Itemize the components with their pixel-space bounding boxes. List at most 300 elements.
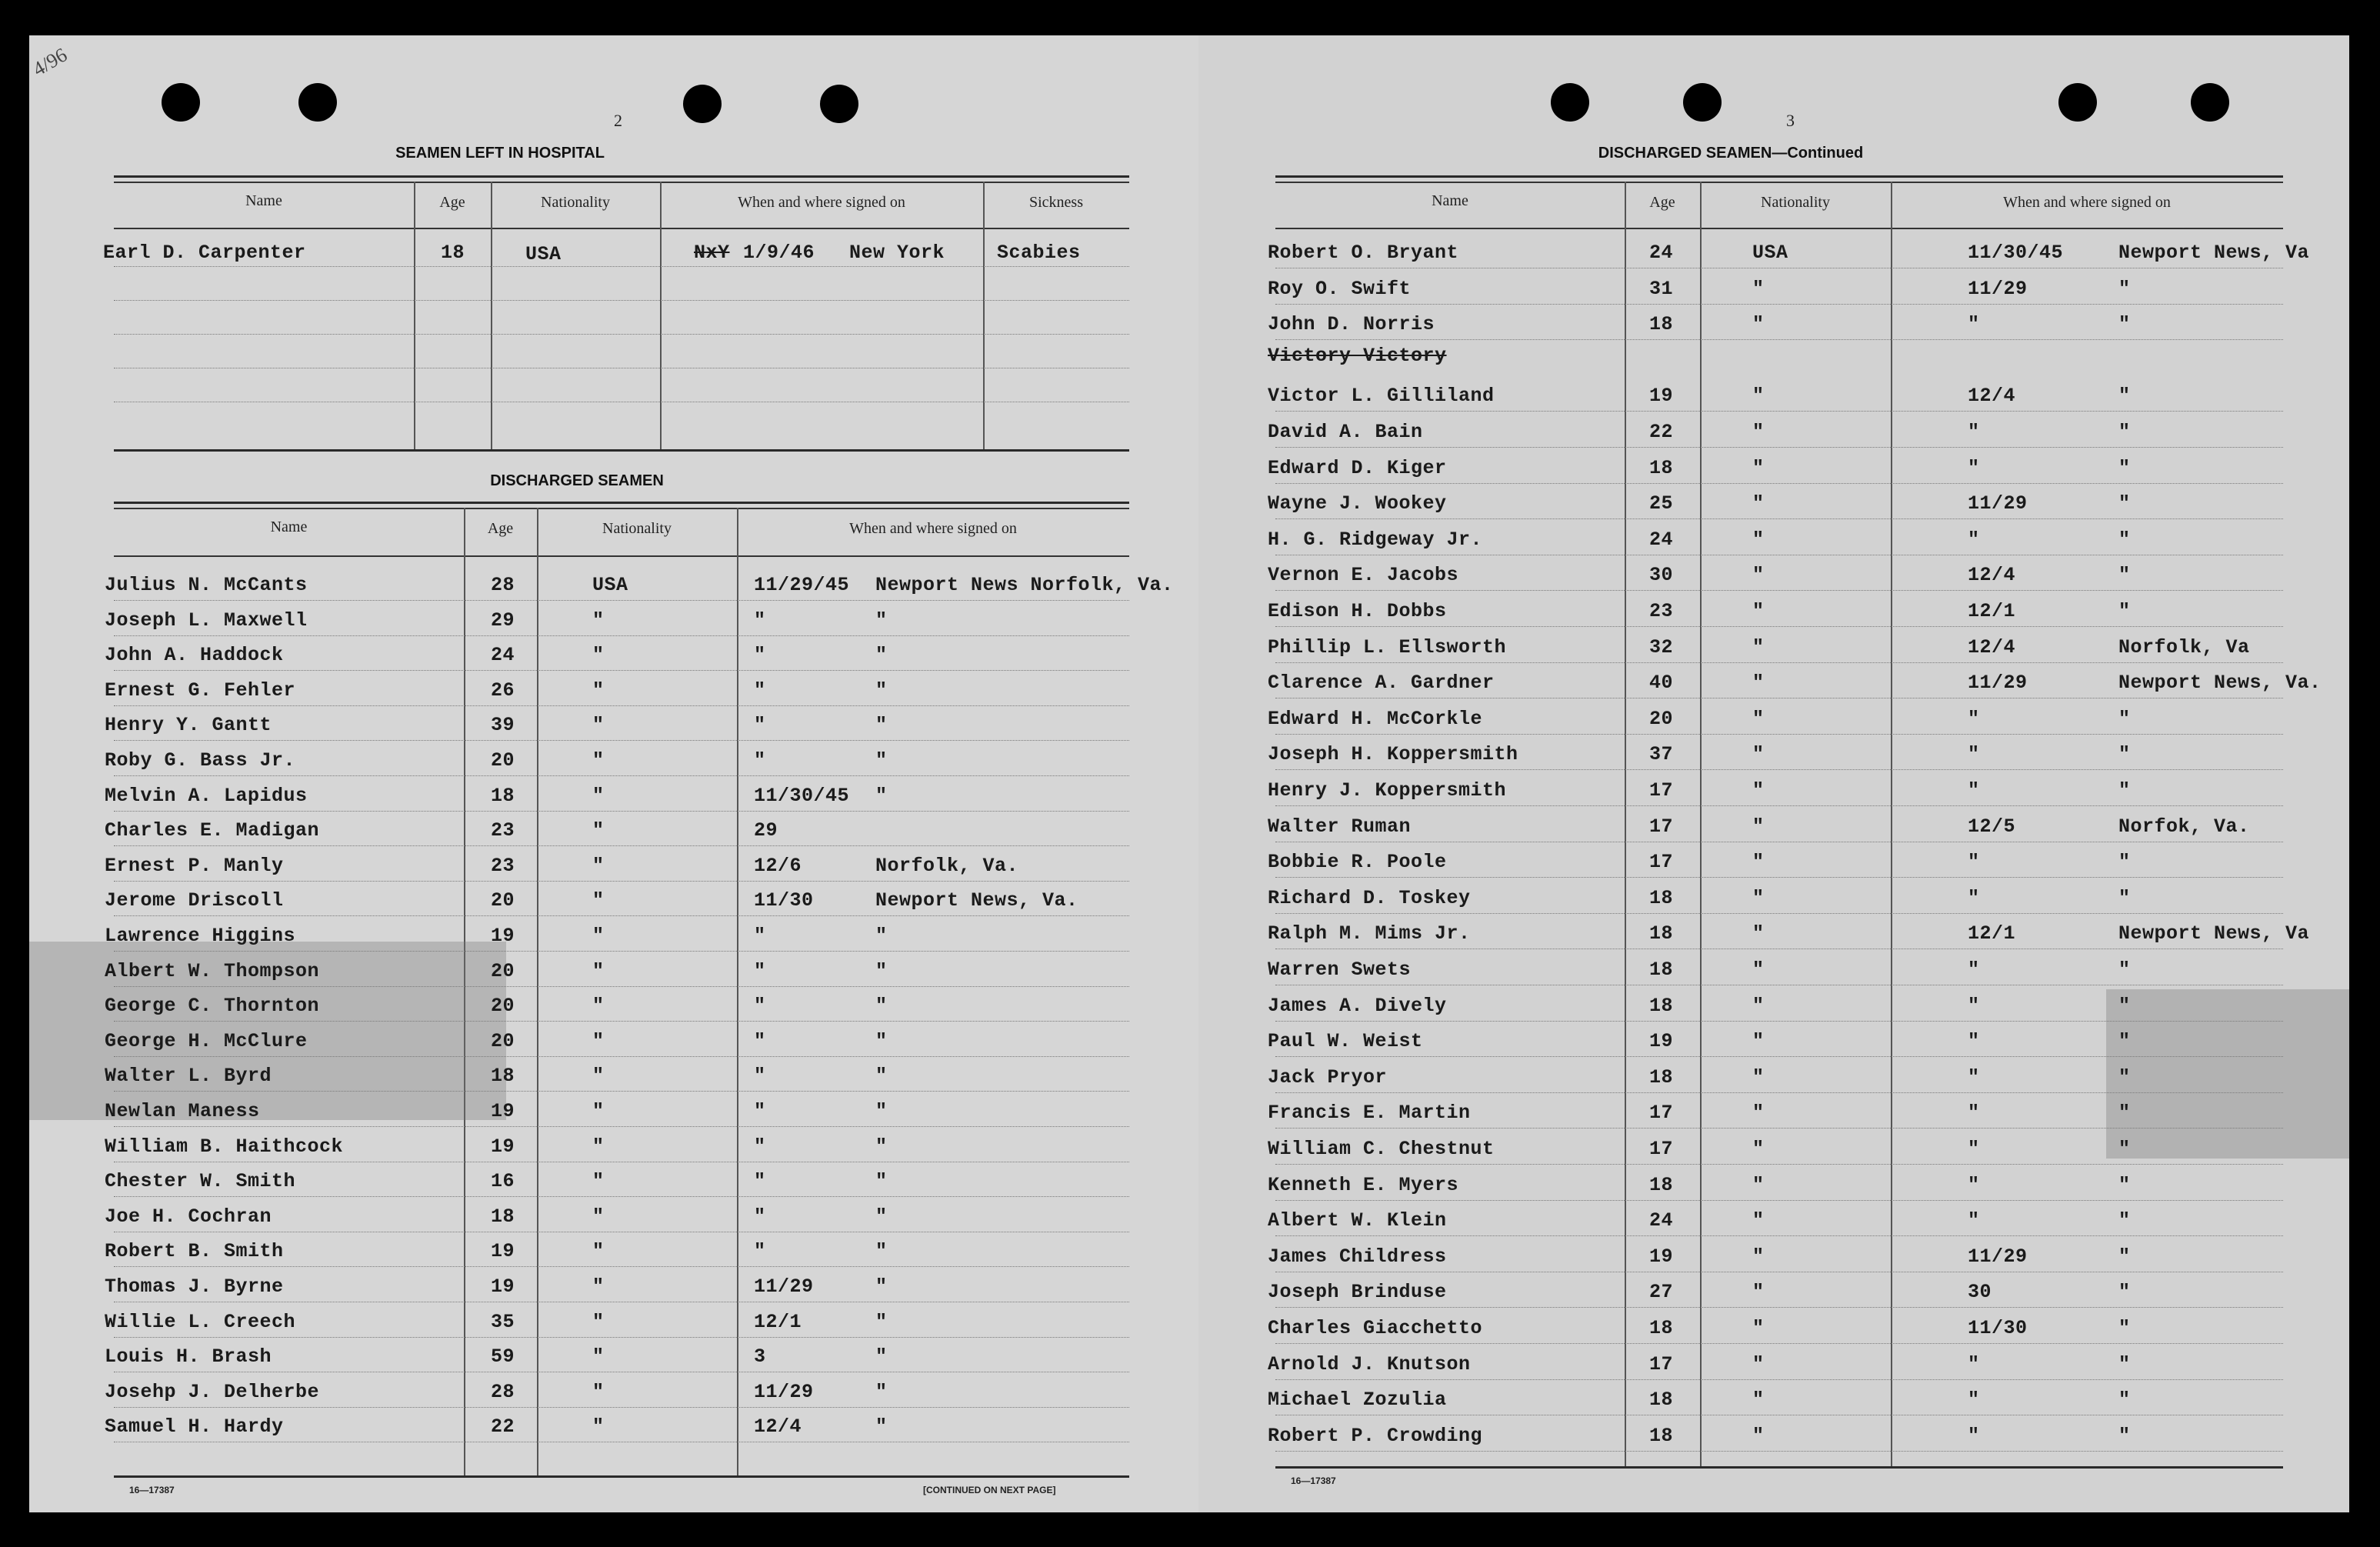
row-line bbox=[1275, 518, 2283, 519]
signed-on-place: " bbox=[2118, 457, 2131, 479]
seaman-nationality: " bbox=[592, 1345, 605, 1368]
signed-on-date: 11/29 bbox=[1968, 1245, 2028, 1268]
signed-on-place: " bbox=[875, 644, 888, 666]
seaman-nationality: " bbox=[1752, 313, 1765, 335]
struck-text: NxY bbox=[694, 242, 730, 264]
left-page bbox=[29, 35, 1198, 1512]
sickness: Scabies bbox=[997, 242, 1081, 264]
signed-on-place: " bbox=[2118, 1353, 2131, 1375]
signed-on-date: " bbox=[1968, 1425, 1980, 1447]
punch-hole bbox=[1551, 83, 1589, 122]
seaman-name: Charles E. Madigan bbox=[105, 819, 320, 842]
signed-on-place: Newport News, Va. bbox=[875, 889, 1078, 912]
seaman-age: 17 bbox=[1649, 1138, 1674, 1160]
seaman-age: 20 bbox=[491, 1030, 515, 1052]
seaman-age: 28 bbox=[491, 574, 515, 596]
row-line bbox=[114, 1126, 1129, 1127]
seaman-name: Joe H. Cochran bbox=[105, 1205, 272, 1228]
seaman-name: Jack Pryor bbox=[1268, 1066, 1388, 1089]
discharged-continued-heading: DISCHARGED SEAMEN—Continued bbox=[1598, 145, 1864, 162]
seaman-name: Julius N. McCants bbox=[105, 574, 308, 596]
seaman-age: 18 bbox=[1649, 457, 1674, 479]
seaman-age: 20 bbox=[491, 960, 515, 982]
col-signed-on-header: When and where signed on bbox=[849, 520, 1017, 537]
signed-on-place: " bbox=[875, 679, 888, 702]
seaman-name: Edward H. McCorkle bbox=[1268, 708, 1483, 730]
seaman-nationality: " bbox=[592, 1240, 605, 1262]
seaman-nationality: USA bbox=[525, 243, 562, 265]
seaman-age: 17 bbox=[1649, 1102, 1674, 1124]
seaman-age: 18 bbox=[1649, 1317, 1674, 1339]
seaman-nationality: " bbox=[1752, 1281, 1765, 1303]
punch-hole bbox=[1683, 83, 1722, 122]
seaman-age: 16 bbox=[491, 1170, 515, 1192]
seaman-age: 19 bbox=[491, 1135, 515, 1158]
col-age-header: Age bbox=[439, 194, 465, 211]
seaman-age: 18 bbox=[1649, 1389, 1674, 1411]
seaman-nationality: " bbox=[1752, 385, 1765, 407]
seaman-nationality: " bbox=[592, 679, 605, 702]
seaman-age: 19 bbox=[491, 1100, 515, 1122]
col-name-header: Name bbox=[270, 518, 308, 535]
signed-on-date: " bbox=[754, 960, 766, 982]
seaman-nationality: " bbox=[1752, 564, 1765, 586]
signed-on-date: " bbox=[754, 995, 766, 1017]
seaman-nationality: " bbox=[1752, 1353, 1765, 1375]
seaman-nationality: " bbox=[592, 714, 605, 736]
col-nationality-header: Nationality bbox=[1761, 194, 1830, 211]
signed-on-place: " bbox=[875, 1065, 888, 1087]
signed-on-place: " bbox=[875, 995, 888, 1017]
tape-overlay bbox=[2106, 989, 2349, 1159]
row-line bbox=[1275, 339, 2283, 340]
row-line bbox=[1275, 1200, 2283, 1201]
row-line bbox=[114, 300, 1129, 301]
signed-on-date: " bbox=[754, 925, 766, 947]
row-line bbox=[1275, 877, 2283, 878]
signed-on-date: 3 bbox=[754, 1345, 766, 1368]
signed-on-date: " bbox=[1968, 851, 1980, 873]
seaman-age: 18 bbox=[491, 1205, 515, 1228]
signed-on-date: " bbox=[754, 714, 766, 736]
row-line bbox=[1275, 304, 2283, 305]
seaman-nationality: " bbox=[592, 960, 605, 982]
column-divider bbox=[414, 182, 415, 449]
seaman-nationality: " bbox=[1752, 1066, 1765, 1089]
signed-on-place: " bbox=[875, 925, 888, 947]
seaman-nationality: " bbox=[592, 644, 605, 666]
rule bbox=[114, 1475, 1129, 1478]
seaman-age: 24 bbox=[1649, 1209, 1674, 1232]
row-line bbox=[1275, 769, 2283, 770]
seaman-age: 27 bbox=[1649, 1281, 1674, 1303]
signed-on-date: " bbox=[754, 1065, 766, 1087]
signed-on-place: " bbox=[2118, 385, 2131, 407]
signed-on-date: " bbox=[1968, 457, 1980, 479]
rule bbox=[1275, 1466, 2283, 1469]
seaman-age: 19 bbox=[491, 1240, 515, 1262]
signed-on-place: " bbox=[875, 1205, 888, 1228]
row-line bbox=[1275, 1451, 2283, 1452]
seaman-age: 29 bbox=[491, 609, 515, 632]
seaman-age: 19 bbox=[1649, 1030, 1674, 1052]
seaman-nationality: " bbox=[1752, 1389, 1765, 1411]
signed-on-date: " bbox=[754, 1170, 766, 1192]
signed-on-place: " bbox=[2118, 528, 2131, 551]
rule bbox=[114, 508, 1129, 509]
seaman-age: 35 bbox=[491, 1311, 515, 1333]
row-line bbox=[114, 845, 1129, 846]
rule bbox=[1275, 182, 2283, 183]
seaman-nationality: " bbox=[1752, 1102, 1765, 1124]
signed-on-place: " bbox=[2118, 1102, 2131, 1124]
row-line bbox=[1275, 1379, 2283, 1380]
seaman-nationality: " bbox=[592, 819, 605, 842]
seaman-nationality: " bbox=[1752, 815, 1765, 838]
signed-on-place: " bbox=[875, 1135, 888, 1158]
column-divider bbox=[983, 182, 985, 449]
signed-on-date: 12/4 bbox=[1968, 385, 2016, 407]
seaman-nationality: " bbox=[1752, 1030, 1765, 1052]
seaman-name: Michael Zozulia bbox=[1268, 1389, 1447, 1411]
signed-on-date: 11/29/45 bbox=[754, 574, 850, 596]
seaman-name: Walter L. Byrd bbox=[105, 1065, 272, 1087]
seaman-nationality: " bbox=[1752, 959, 1765, 981]
column-divider bbox=[1625, 182, 1626, 1466]
row-line bbox=[114, 1056, 1129, 1057]
signed-on-date: " bbox=[1968, 1102, 1980, 1124]
seaman-name: Richard D. Toskey bbox=[1268, 887, 1471, 909]
punch-hole bbox=[2058, 83, 2097, 122]
signed-on-date: " bbox=[1968, 1030, 1980, 1052]
form-number: 16—17387 bbox=[129, 1485, 175, 1495]
seaman-nationality: " bbox=[1752, 743, 1765, 765]
signed-on-date: " bbox=[1968, 528, 1980, 551]
seaman-name: James A. Dively bbox=[1268, 995, 1447, 1017]
signed-on-place: " bbox=[875, 960, 888, 982]
signed-on-place: " bbox=[2118, 887, 2131, 909]
signed-on-place: " bbox=[875, 1170, 888, 1192]
seaman-nationality: USA bbox=[1752, 242, 1788, 264]
seaman-name: Victor L. Gilliland bbox=[1268, 385, 1495, 407]
seaman-nationality: " bbox=[1752, 995, 1765, 1017]
seaman-age: 18 bbox=[491, 1065, 515, 1087]
rule bbox=[1275, 175, 2283, 178]
signed-on-date: " bbox=[1968, 743, 1980, 765]
signed-on-place: " bbox=[2118, 1030, 2131, 1052]
seaman-name: Edison H. Dobbs bbox=[1268, 600, 1447, 622]
col-sickness-header: Sickness bbox=[1029, 194, 1083, 211]
signed-on-place: " bbox=[2118, 421, 2131, 443]
signed-on-place: " bbox=[875, 1100, 888, 1122]
seaman-age: 40 bbox=[1649, 672, 1674, 694]
seaman-age: 59 bbox=[491, 1345, 515, 1368]
signed-on-place: " bbox=[875, 785, 888, 807]
seaman-age: 18 bbox=[1649, 1425, 1674, 1447]
row-line bbox=[1275, 1307, 2283, 1308]
seaman-name: George H. McClure bbox=[105, 1030, 308, 1052]
seaman-name: Francis E. Martin bbox=[1268, 1102, 1471, 1124]
col-name-header: Name bbox=[1432, 192, 1468, 209]
col-signed-on-header: When and where signed on bbox=[738, 194, 905, 211]
seaman-age: 19 bbox=[1649, 1245, 1674, 1268]
signed-on-date: 12/4 bbox=[1968, 636, 2016, 658]
signed-on-place: " bbox=[875, 609, 888, 632]
signed-on-place: " bbox=[875, 1240, 888, 1262]
seaman-nationality: " bbox=[592, 1205, 605, 1228]
signed-on-place: " bbox=[875, 1345, 888, 1368]
seaman-age: 19 bbox=[491, 1275, 515, 1298]
seaman-nationality: " bbox=[592, 1415, 605, 1438]
page-number: 2 bbox=[614, 111, 622, 130]
signed-on-date: " bbox=[754, 1100, 766, 1122]
seaman-name: Albert W. Thompson bbox=[105, 960, 320, 982]
seaman-age: 22 bbox=[1649, 421, 1674, 443]
seaman-age: 17 bbox=[1649, 1353, 1674, 1375]
row-line bbox=[1275, 1056, 2283, 1057]
seaman-nationality: " bbox=[592, 1170, 605, 1192]
signed-on-date: 11/30/45 bbox=[1968, 242, 2064, 264]
row-line bbox=[114, 1407, 1129, 1408]
signed-on-date: 11/29 bbox=[754, 1381, 814, 1403]
row-line bbox=[114, 1266, 1129, 1267]
row-line bbox=[114, 740, 1129, 741]
seaman-name: Roy O. Swift bbox=[1268, 278, 1412, 300]
signed-on-date: " bbox=[1968, 1138, 1980, 1160]
seaman-name: Louis H. Brash bbox=[105, 1345, 272, 1368]
signed-on-date: " bbox=[754, 679, 766, 702]
seaman-nationality: " bbox=[1752, 672, 1765, 694]
seaman-name: William B. Haithcock bbox=[105, 1135, 344, 1158]
seaman-name: John D. Norris bbox=[1268, 313, 1435, 335]
seaman-name: Willie L. Creech bbox=[105, 1311, 296, 1333]
right-page bbox=[1198, 35, 2349, 1512]
seaman-age: 37 bbox=[1649, 743, 1674, 765]
column-divider bbox=[1700, 182, 1702, 1466]
seaman-name: Walter Ruman bbox=[1268, 815, 1412, 838]
column-divider bbox=[737, 508, 738, 1475]
signed-on-date: " bbox=[754, 1240, 766, 1262]
seaman-age: 19 bbox=[1649, 385, 1674, 407]
seaman-nationality: " bbox=[1752, 600, 1765, 622]
row-line bbox=[1275, 805, 2283, 806]
signed-on-place: " bbox=[2118, 1066, 2131, 1089]
rule bbox=[114, 502, 1129, 504]
seaman-nationality: " bbox=[592, 1100, 605, 1122]
seaman-age: 17 bbox=[1649, 779, 1674, 802]
signed-on-place: " bbox=[2118, 708, 2131, 730]
signed-on-place: " bbox=[2118, 1245, 2131, 1268]
signed-on-date: 11/29 bbox=[1968, 278, 2028, 300]
row-line bbox=[1275, 626, 2283, 627]
seaman-nationality: " bbox=[592, 609, 605, 632]
seaman-name: Earl D. Carpenter bbox=[103, 242, 306, 264]
seaman-age: 20 bbox=[491, 749, 515, 772]
seaman-name: Kenneth E. Myers bbox=[1268, 1174, 1459, 1196]
seaman-name: Joseph H. Koppersmith bbox=[1268, 743, 1518, 765]
signed-on-place: " bbox=[2118, 1174, 2131, 1196]
seaman-nationality: " bbox=[1752, 278, 1765, 300]
signed-on-date: " bbox=[754, 1135, 766, 1158]
signed-on-date: 12/4 bbox=[754, 1415, 802, 1438]
signed-on-date: " bbox=[1968, 779, 1980, 802]
signed-on-date: " bbox=[1968, 421, 1980, 443]
signed-on-date: " bbox=[1968, 887, 1980, 909]
seaman-name: Joseph L. Maxwell bbox=[105, 609, 308, 632]
seaman-age: 30 bbox=[1649, 564, 1674, 586]
seaman-age: 18 bbox=[1649, 1066, 1674, 1089]
rule bbox=[114, 555, 1129, 557]
row-line bbox=[1275, 411, 2283, 412]
seaman-name: Chester W. Smith bbox=[105, 1170, 296, 1192]
seaman-name: Warren Swets bbox=[1268, 959, 1412, 981]
seaman-age: 24 bbox=[1649, 242, 1674, 264]
row-line bbox=[1275, 590, 2283, 591]
signed-on-date: " bbox=[1968, 959, 1980, 981]
seaman-nationality: " bbox=[592, 925, 605, 947]
seaman-name: Paul W. Weist bbox=[1268, 1030, 1423, 1052]
row-line bbox=[1275, 483, 2283, 484]
seaman-name: John A. Haddock bbox=[105, 644, 284, 666]
signed-on-place: " bbox=[2118, 1209, 2131, 1232]
col-signed-on-header: When and where signed on bbox=[2003, 194, 2171, 211]
seaman-age: 25 bbox=[1649, 492, 1674, 515]
signed-on-date: " bbox=[754, 1030, 766, 1052]
signed-on-date: " bbox=[1968, 313, 1980, 335]
seaman-name: Josehp J. Delherbe bbox=[105, 1381, 320, 1403]
signed-on-place: Norfolk, Va bbox=[2118, 636, 2250, 658]
seaman-nationality: " bbox=[592, 855, 605, 877]
signed-on-place: " bbox=[2118, 1138, 2131, 1160]
seaman-name: Ralph M. Mims Jr. bbox=[1268, 922, 1471, 945]
seaman-nationality: " bbox=[1752, 708, 1765, 730]
col-name-header: Name bbox=[245, 192, 282, 209]
signed-on-place: " bbox=[2118, 600, 2131, 622]
corner-mark: 4/96 bbox=[28, 43, 72, 81]
signed-on-place: " bbox=[875, 749, 888, 772]
seaman-name: Robert O. Bryant bbox=[1268, 242, 1459, 264]
seaman-age: 19 bbox=[491, 925, 515, 947]
page-number: 3 bbox=[1786, 111, 1795, 130]
signed-on-place: " bbox=[2118, 492, 2131, 515]
signed-on-date: 12/5 bbox=[1968, 815, 2016, 838]
signed-on-date: " bbox=[1968, 1353, 1980, 1375]
struck-line: Victory Victory bbox=[1268, 345, 1447, 367]
seaman-name: Henry Y. Gantt bbox=[105, 714, 272, 736]
seaman-name: Robert B. Smith bbox=[105, 1240, 284, 1262]
seaman-nationality: " bbox=[1752, 1174, 1765, 1196]
signed-on-date: 11/30 bbox=[754, 889, 814, 912]
signed-on-date: " bbox=[1968, 1066, 1980, 1089]
seaman-name: David A. Bain bbox=[1268, 421, 1423, 443]
signed-on-date: 11/29 bbox=[1968, 492, 2028, 515]
seaman-name: Vernon E. Jacobs bbox=[1268, 564, 1459, 586]
seaman-name: Charles Giacchetto bbox=[1268, 1317, 1483, 1339]
punch-hole bbox=[820, 85, 858, 123]
signed-on-place: " bbox=[875, 1415, 888, 1438]
seaman-name: Bobbie R. Poole bbox=[1268, 851, 1447, 873]
row-line bbox=[114, 775, 1129, 776]
seaman-nationality: " bbox=[1752, 636, 1765, 658]
signed-on-date: " bbox=[1968, 1174, 1980, 1196]
signed-on-date: 12/1 bbox=[754, 1311, 802, 1333]
seaman-nationality: " bbox=[1752, 1425, 1765, 1447]
seaman-age: 20 bbox=[491, 889, 515, 912]
row-line bbox=[1275, 1021, 2283, 1022]
row-line bbox=[114, 1337, 1129, 1338]
seaman-name: Ernest G. Fehler bbox=[105, 679, 296, 702]
seaman-nationality: " bbox=[592, 1275, 605, 1298]
seaman-nationality: " bbox=[592, 1030, 605, 1052]
seaman-nationality: " bbox=[592, 1311, 605, 1333]
signed-on-place: " bbox=[875, 1381, 888, 1403]
seaman-nationality: " bbox=[1752, 1317, 1765, 1339]
signed-on-place: " bbox=[2118, 851, 2131, 873]
seaman-name: Jerome Driscoll bbox=[105, 889, 284, 912]
form-number: 16—17387 bbox=[1291, 1475, 1336, 1486]
seaman-age: 39 bbox=[491, 714, 515, 736]
seaman-age: 18 bbox=[491, 785, 515, 807]
seaman-nationality: " bbox=[592, 785, 605, 807]
row-line bbox=[114, 1091, 1129, 1092]
discharged-heading: DISCHARGED SEAMEN bbox=[490, 472, 664, 489]
signed-on-place: " bbox=[875, 1311, 888, 1333]
signed-on-place: " bbox=[2118, 959, 2131, 981]
seaman-age: 18 bbox=[1649, 887, 1674, 909]
row-line bbox=[1275, 1128, 2283, 1129]
seaman-name: Wayne J. Wookey bbox=[1268, 492, 1447, 515]
punch-hole bbox=[298, 83, 337, 122]
seaman-nationality: " bbox=[592, 749, 605, 772]
signed-on-date: 11/29 bbox=[1968, 672, 2028, 694]
signed-on-date: " bbox=[754, 644, 766, 666]
row-line bbox=[114, 1196, 1129, 1197]
signed-on-date: 1/9/46 bbox=[743, 242, 815, 264]
seaman-nationality: " bbox=[1752, 1245, 1765, 1268]
seaman-age: 28 bbox=[491, 1381, 515, 1403]
signed-on-place: " bbox=[2118, 1425, 2131, 1447]
signed-on-place: " bbox=[2118, 743, 2131, 765]
row-line bbox=[114, 951, 1129, 952]
seaman-nationality: " bbox=[592, 1065, 605, 1087]
row-line bbox=[1275, 734, 2283, 735]
signed-on-date: 11/30 bbox=[1968, 1317, 2028, 1339]
row-line bbox=[114, 811, 1129, 812]
signed-on-place: " bbox=[2118, 1317, 2131, 1339]
seaman-nationality: " bbox=[1752, 922, 1765, 945]
signed-on-place: " bbox=[875, 714, 888, 736]
col-age-header: Age bbox=[1649, 194, 1675, 211]
seaman-nationality: " bbox=[1752, 421, 1765, 443]
seaman-nationality: " bbox=[592, 1135, 605, 1158]
signed-on-place: Newport News, Va bbox=[2118, 922, 2310, 945]
signed-on-place: Newport News Norfolk, Va. bbox=[875, 574, 1174, 596]
signed-on-place: " bbox=[2118, 278, 2131, 300]
signed-on-place: " bbox=[2118, 779, 2131, 802]
signed-on-date: 29 bbox=[754, 819, 778, 842]
signed-on-date: 12/4 bbox=[1968, 564, 2016, 586]
signed-on-date: " bbox=[754, 749, 766, 772]
seaman-nationality: " bbox=[592, 1381, 605, 1403]
signed-on-place: " bbox=[875, 1030, 888, 1052]
signed-on-place: " bbox=[2118, 313, 2131, 335]
signed-on-date: 30 bbox=[1968, 1281, 1992, 1303]
seaman-name: Melvin A. Lapidus bbox=[105, 785, 308, 807]
signed-on-date: 11/29 bbox=[754, 1275, 814, 1298]
continued-note: [CONTINUED ON NEXT PAGE] bbox=[923, 1485, 1056, 1495]
signed-on-date: " bbox=[1968, 708, 1980, 730]
punch-hole bbox=[162, 83, 200, 122]
